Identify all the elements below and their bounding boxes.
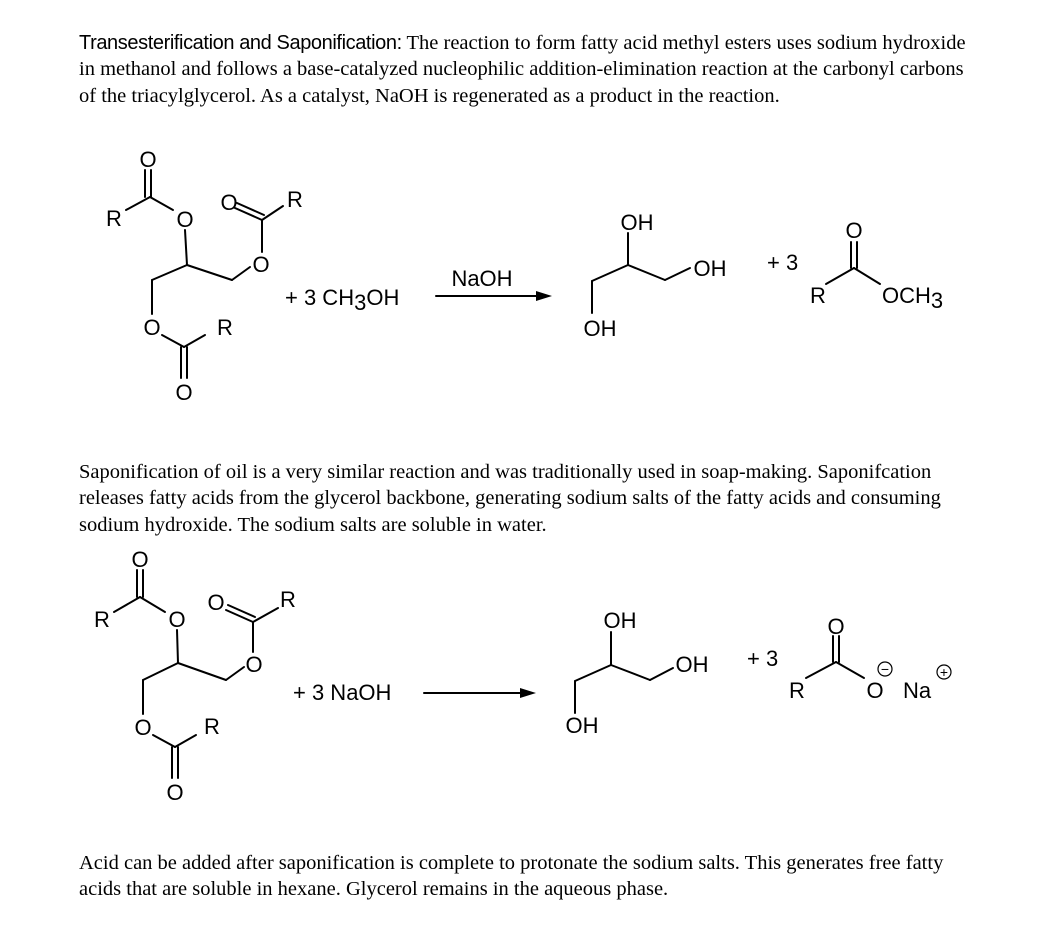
r-group-3: R: [217, 315, 233, 340]
r-group-2: R: [287, 187, 303, 212]
transesterification-scheme: [0, 140, 1053, 410]
carbonyl-o-ester: O: [845, 218, 863, 243]
saponification-scheme: [0, 540, 1053, 810]
oh-label: OH: [620, 210, 654, 235]
sodium-carboxylate-product: [789, 614, 951, 703]
carbonyl-o-2: O: [220, 190, 238, 215]
ester-o-2: O: [252, 252, 270, 277]
positive-charge-sign: +: [939, 664, 949, 680]
glycerol-product-1: [584, 210, 727, 341]
intro-lead: Transesterification and Saponification:: [79, 31, 402, 54]
carbonyl-o-3: O: [175, 380, 193, 405]
oh-label: OH: [675, 652, 709, 677]
saponification-paragraph: Saponification of oil is a very similar reaction and was traditionally used in soap-making. Saponifcation releases fatty acids from the glycerol backbone, generating sodium salts of the fatty acids and consuming sodium hydroxide. The sodium salts are soluble in water.: [79, 460, 941, 536]
carbonyl-o-1: O: [139, 147, 157, 172]
intro-text: The reaction to form fatty acid methyl esters uses sodium hydroxide in methanol and follows a base-catalyzed nucleophilic addition-elimination reaction at the carbonyl carbons of the triacylglycerol. As a catalyst, NaOH is regenerated as a product in the reaction.: [79, 31, 966, 107]
triacylglycerol-structure: [94, 547, 296, 805]
r-group-1: R: [106, 206, 122, 231]
r-group-ester: R: [810, 283, 826, 308]
ester-o-2: O: [245, 652, 263, 677]
ester-o-3: O: [143, 315, 161, 340]
carbonyl-o-3: O: [166, 780, 184, 805]
reaction-arrow-1-head: [536, 291, 552, 301]
intro-paragraph: [79, 30, 979, 110]
glycerol-product-2: [566, 608, 709, 738]
methanol-reagent: + 3 CH3OH: [285, 285, 400, 315]
r-group-3: R: [204, 714, 220, 739]
ester-o-1: O: [176, 207, 194, 232]
r-group-salt: R: [789, 678, 805, 703]
ester-o-3: O: [134, 715, 152, 740]
methyl-ester-product: [810, 218, 943, 313]
oh-label: OH: [565, 713, 599, 738]
product-coefficient-1: + 3: [767, 250, 799, 275]
reaction-arrow-2-head: [520, 688, 536, 698]
carbonyl-o-1: O: [131, 547, 149, 572]
triacylglycerol-structure: [106, 147, 303, 405]
product-coefficient-2: + 3: [747, 646, 779, 671]
carbonyl-o-salt: O: [827, 614, 845, 639]
oh-label: OH: [693, 256, 727, 281]
negative-charge-sign: −: [880, 661, 890, 677]
sodium-cation: Na: [903, 678, 932, 703]
catalyst-label: NaOH: [451, 266, 513, 291]
naoh-reagent: + 3 NaOH: [293, 680, 392, 705]
oh-label: OH: [603, 608, 637, 633]
r-group-1: R: [94, 607, 110, 632]
carboxylate-o: O: [866, 678, 884, 703]
carbonyl-o-2: O: [207, 590, 225, 615]
acid-paragraph: Acid can be added after saponification is complete to protonate the sodium salts. This generates free fatty acids that are soluble in hexane. Glycerol remains in the aqueous phase.: [79, 851, 944, 900]
methoxy-group: OCH3: [882, 283, 944, 313]
ester-o-1: O: [168, 607, 186, 632]
oh-label: OH: [583, 316, 617, 341]
r-group-2: R: [280, 587, 296, 612]
